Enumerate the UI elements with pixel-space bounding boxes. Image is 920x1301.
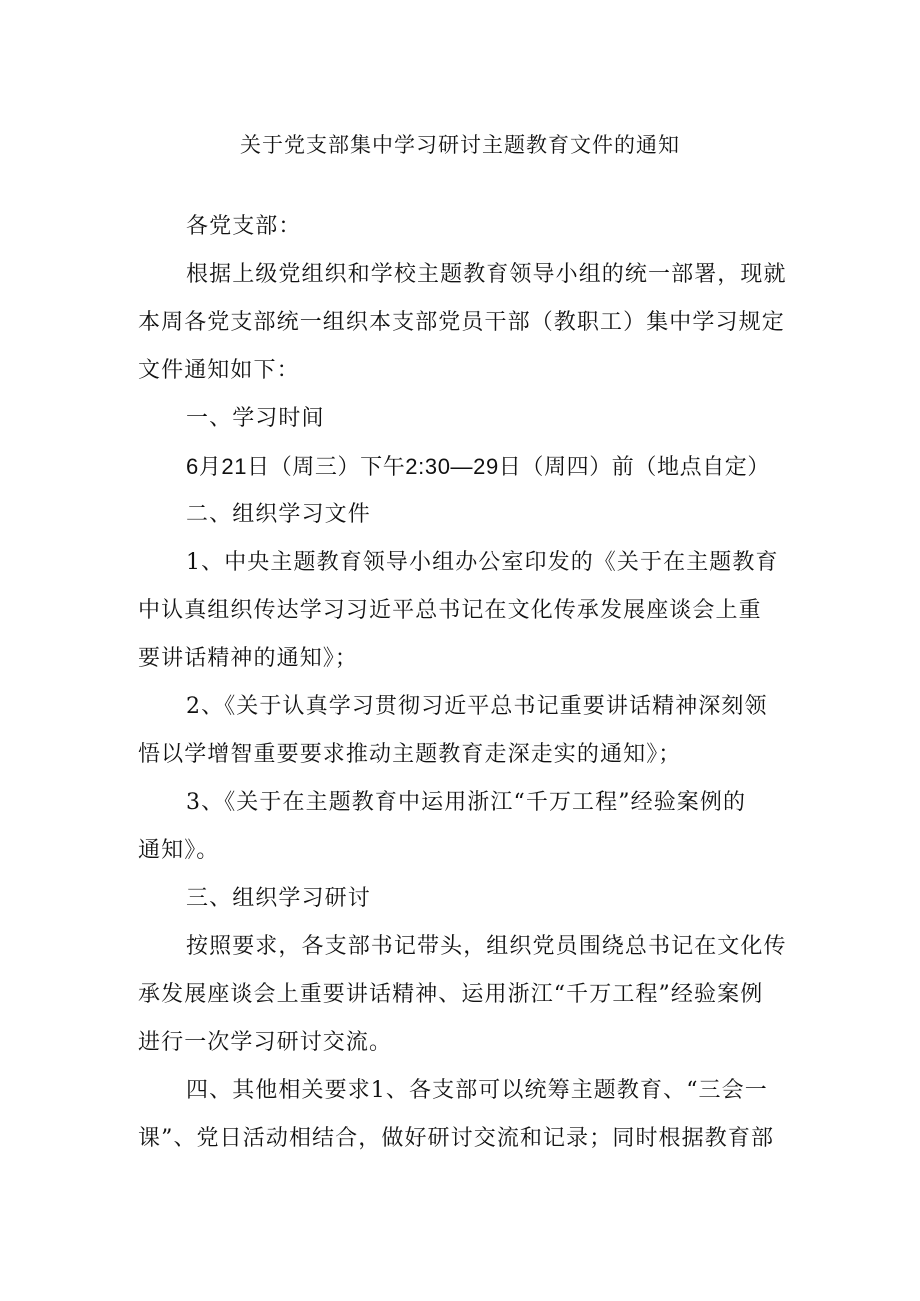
salutation: 各党支部：	[186, 214, 302, 239]
study-item-1-line-3: 要讲话精神的通知》；	[138, 646, 359, 671]
study-item-1-line-2: 中认真组织传达学习习近平总书记在文化传承发展座谈会上重	[138, 598, 762, 623]
intro-line-1: 根据上级党组织和学校主题教育领导小组的统一部署，现就	[186, 262, 787, 287]
document-body	[138, 203, 788, 1163]
study-item-3-line-2: 通知》。	[138, 838, 220, 863]
section-4-paragraph	[138, 1067, 788, 1163]
section-3-line-2: 承发展座谈会上重要讲话精神、运用浙江“千万工程”经验案例	[138, 982, 764, 1007]
section-4-line-1: 四、其他相关要求1、各支部可以统筹主题教育、“三会一	[186, 1078, 768, 1103]
intro-line-2: 本周各党支部统一组织本支部党员干部（教职工）集中学习规定	[138, 310, 785, 335]
study-item-1-line-1: 1、中央主题教育领导小组办公室印发的《关于在主题教育	[186, 550, 779, 575]
document-title: 关于党支部集中学习研讨主题教育文件的通知	[240, 133, 680, 157]
intro-paragraph	[138, 251, 788, 395]
study-time-text: 6月21日（周三）下午2:30—29日（周四）前（地点自定）	[186, 454, 770, 479]
section-3-heading: 三、组织学习研讨	[186, 886, 371, 911]
section-1-heading: 一、学习时间	[186, 406, 325, 431]
section-2-heading: 二、组织学习文件	[186, 502, 371, 527]
section-4-line-2: 课”、党日活动相结合，做好研讨交流和记录；同时根据教育部	[138, 1126, 775, 1151]
section-3-line-3: 进行一次学习研讨交流。	[138, 1030, 393, 1055]
study-item-2	[138, 683, 788, 779]
study-item-2-line-1: 2、《关于认真学习贯彻习近平总书记重要讲话精神深刻领	[186, 694, 768, 719]
section-3-paragraph	[138, 923, 788, 1067]
study-item-3	[138, 779, 788, 875]
section-3-line-1: 按照要求，各支部书记带头，组织党员围绕总书记在文化传	[186, 934, 787, 959]
study-item-2-line-2: 悟以学增智重要要求推动主题教育走深走实的通知》；	[138, 742, 682, 767]
intro-line-3: 文件通知如下：	[138, 358, 300, 383]
study-item-3-line-1: 3、《关于在主题教育中运用浙江“千万工程”经验案例的	[186, 790, 747, 815]
study-item-1	[138, 539, 788, 683]
